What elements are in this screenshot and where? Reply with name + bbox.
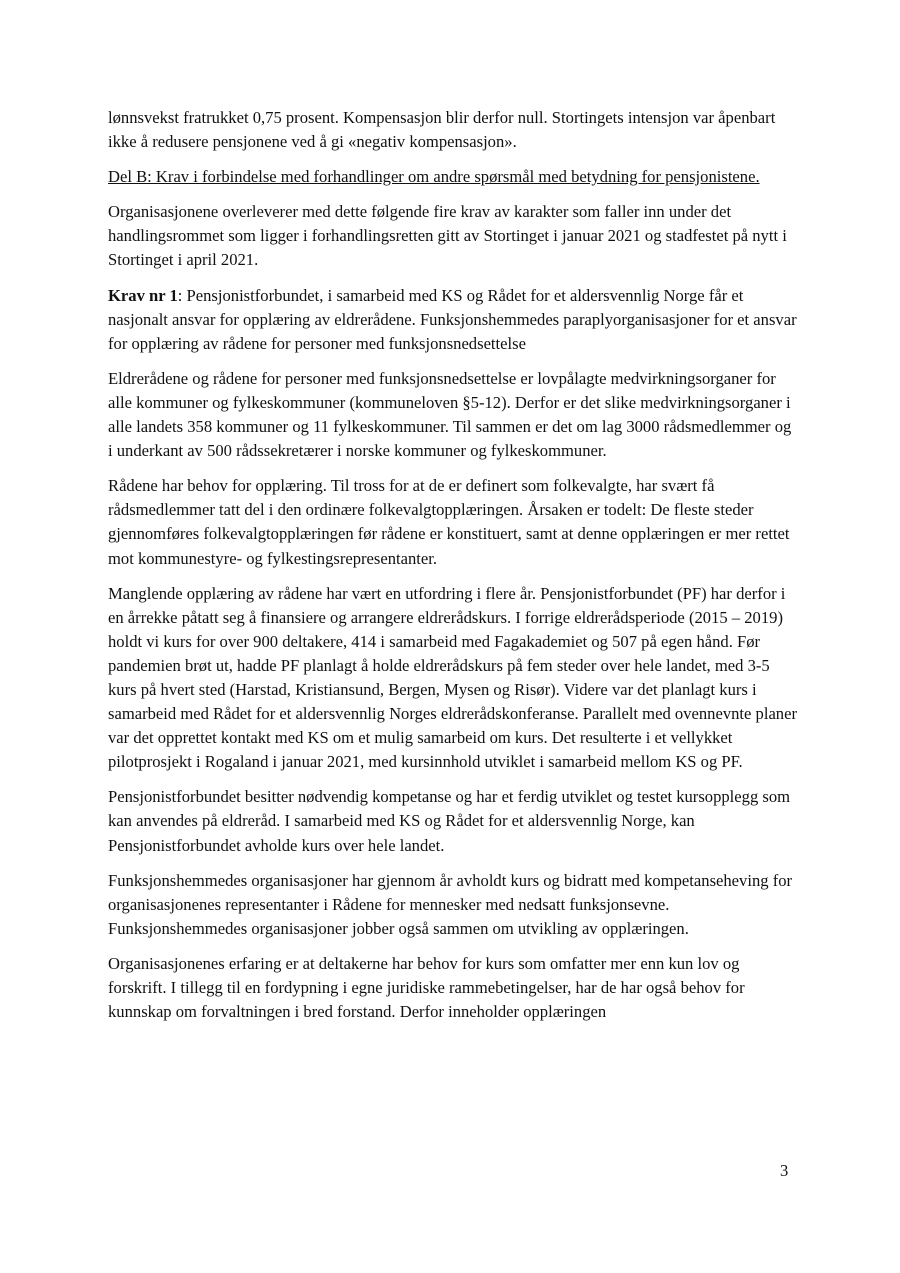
section-heading: Del B: Krav i forbindelse med forhandlinger om andre spørsmål med betydning for pensjonistene. <box>108 167 760 187</box>
document-body <box>108 106 798 1035</box>
paragraph-intro: lønnsvekst fratrukket 0,75 prosent. Kompensasjon blir derfor null. Stortingets intensjon var åpenbart ikke å redusere pensjonene ved å gi «negativ kompensasjon». <box>108 108 776 152</box>
krav-1-text: : Pensjonistforbundet, i samarbeid med KS og Rådet for et aldersvennlig Norge får et nasjonalt ansvar for opplæring av eldrerådene. Funksjonshemmedes paraplyorganisasjoner for et ansvar for opplæring av rådene for personer med funksjonsnedsettelse <box>108 285 797 353</box>
paragraph-pensjonistforbundet: Pensjonistforbundet besitter nødvendig kompetanse og har et ferdig utviklet og testet kursopplegg som kan anvendes på eldreråd. I samarbeid med KS og Rådet for et aldersvennlig Norge, kan Pensjonistforbundet avholde kurs over hele landet. <box>108 787 791 855</box>
krav-1-label: Krav nr 1 <box>108 285 178 305</box>
paragraph-krav-1 <box>108 284 798 356</box>
paragraph-erfaring: Organisasjonenes erfaring er at deltakerne har behov for kurs som omfatter mer enn kun lov og forskrift. I tillegg til en fordypning i egne juridiske rammebetingelser, har de har også behov for kunnskap om forvaltningen i bred forstand. Derfor inneholder opplæringen <box>108 953 745 1022</box>
page-number: 3 <box>780 1161 789 1180</box>
paragraph-eldreradene: Eldrerådene og rådene for personer med funksjonsnedsettelse er lovpålagte medvirkningsorganer for alle kommuner og fylkeskommuner (kommuneloven §5-12). Derfor er det slike medvirkningsorganer i alle landets 358 kommuner og 11 fylkeskommuner. Til sammen er det om lag 3000 rådsmedlemmer og i underkant av 500 rådssekretærer i norske kommuner og fylkeskommuner. <box>108 368 792 461</box>
paragraph-funksjonshemmedes: Funksjonshemmedes organisasjoner har gjennom år avholdt kurs og bidratt med kompetanseheving for organisasjonenes representanter i Rådene for mennesker med nedsatt funksjonsevne. Funksjonshemmedes organisasjoner jobber også sammen om utvikling av opplæringen. <box>108 870 793 938</box>
paragraph-radene-behov: Rådene har behov for opplæring. Til tross for at de er definert som folkevalgte, har svært få rådsmedlemmer tatt del i den ordinære folkevalgtopplæringen. Årsaken er todelt: De fleste steder gjennomføres folkevalgtopplæringen før rådene er konstituert, samt at denne opplæringen er mer rettet mot kommunestyre- og fylkestingsrepresentanter. <box>108 476 790 568</box>
paragraph-manglende-opplaering: Manglende opplæring av rådene har vært en utfordring i flere år. Pensjonistforbundet (PF) har derfor i en årrekke påtatt seg å finansiere og arrangere eldrerådskurs. I forrige eldrerådsperiode (2015 – 2019) holdt vi kurs for over 900 deltakere, 414 i samarbeid med Fagakademiet og 507 på egen hånd. Før pandemien brøt ut, hadde PF planlagt å holde eldrerådskurs på fem steder over hele landet, med 3-5 kurs på hvert sted (Harstad, Kristiansund, Bergen, Mysen og Risør). Videre var det planlagt kurs i samarbeid med Rådet for et aldersvennlig Norges eldrerådskonferanse. Parallelt med ovennevnte planer var det opprettet kontakt med KS om et mulig samarbeid om kurs. Det resulterte i et vellykket pilotprosjekt i Rogaland i januar 2021, med kursinnhold utviklet i samarbeid mellom KS og PF. <box>108 583 797 772</box>
paragraph-organisasjonene: Organisasjonene overleverer med dette følgende fire krav av karakter som faller inn under det handlingsrommet som ligger i forhandlingsretten gitt av Stortinget i januar 2021 og stadfestet på nytt i Stortinget i april 2021. <box>108 202 787 270</box>
